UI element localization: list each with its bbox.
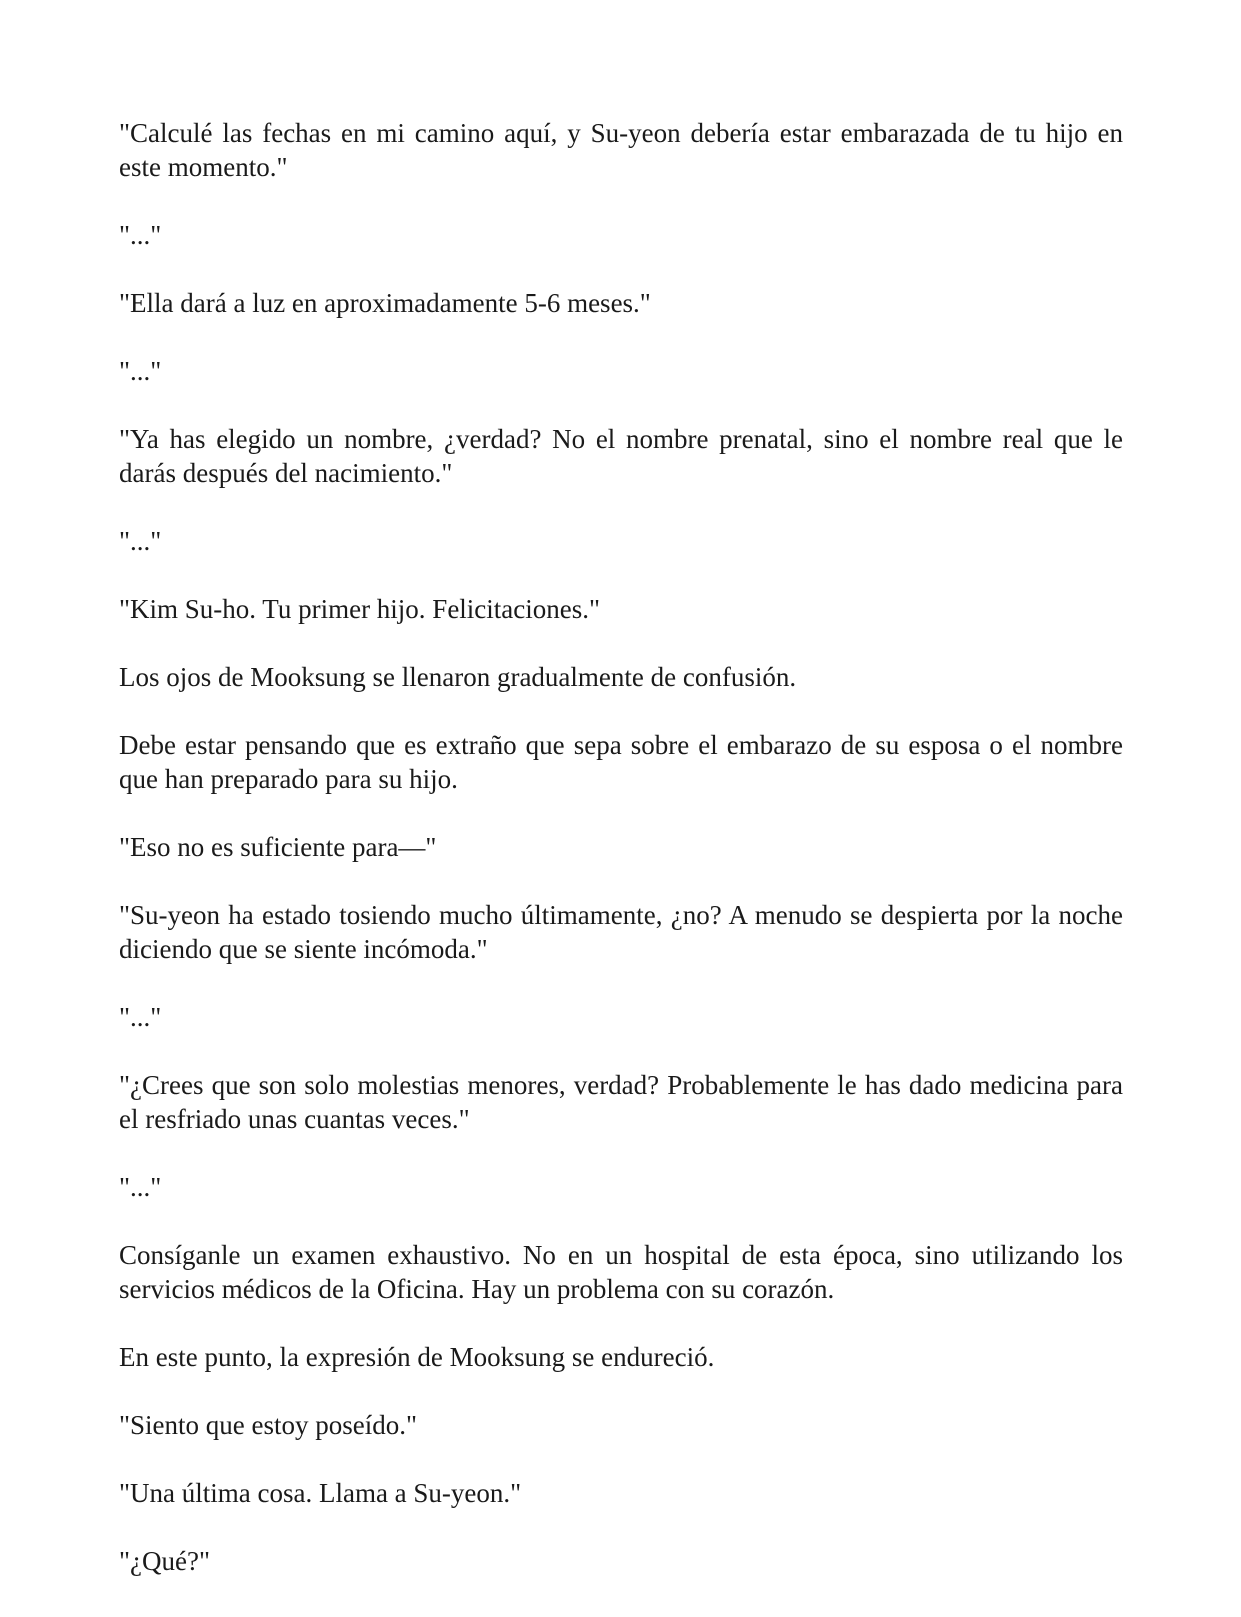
paragraph: Consíganle un examen exhaustivo. No en un hospital de esta época, sino utilizando los servicios médicos de la Oficina. Hay un problema con su corazón.: [119, 1240, 1123, 1304]
paragraph: "Siento que estoy poseído.": [119, 1410, 418, 1440]
paragraph: "...": [119, 356, 162, 386]
paragraph: Los ojos de Mooksung se llenaron gradualmente de confusión.: [119, 662, 797, 692]
paragraph: "Una última cosa. Llama a Su-yeon.": [119, 1478, 522, 1508]
paragraph: "Kim Su-ho. Tu primer hijo. Felicitaciones.": [119, 594, 601, 624]
paragraph: "Ella dará a luz en aproximadamente 5-6 meses.": [119, 288, 651, 318]
paragraph: Debe estar pensando que es extraño que sepa sobre el embarazo de su esposa o el nombre que han preparado para su hijo.: [119, 730, 1123, 794]
paragraph: "¿Qué?": [119, 1546, 210, 1576]
document-page: [119, 116, 1123, 1612]
paragraph: "...": [119, 220, 162, 250]
paragraph: "Ya has elegido un nombre, ¿verdad? No el nombre prenatal, sino el nombre real que le darás después del nacimiento.": [119, 424, 1123, 488]
paragraph: En este punto, la expresión de Mooksung se endureció.: [119, 1342, 715, 1372]
paragraph: "...": [119, 526, 162, 556]
paragraph: "Su-yeon ha estado tosiendo mucho últimamente, ¿no? A menudo se despierta por la noche diciendo que se siente incómoda.": [119, 900, 1123, 964]
paragraph: "¿Crees que son solo molestias menores, verdad? Probablemente le has dado medicina para el resfriado unas cuantas veces.": [119, 1070, 1123, 1134]
paragraph: "Calculé las fechas en mi camino aquí, y Su-yeon debería estar embarazada de tu hijo en este momento.": [119, 118, 1123, 182]
paragraph: "...": [119, 1172, 162, 1202]
paragraph: "...": [119, 1002, 162, 1032]
paragraph: "Eso no es suficiente para—": [119, 832, 437, 862]
